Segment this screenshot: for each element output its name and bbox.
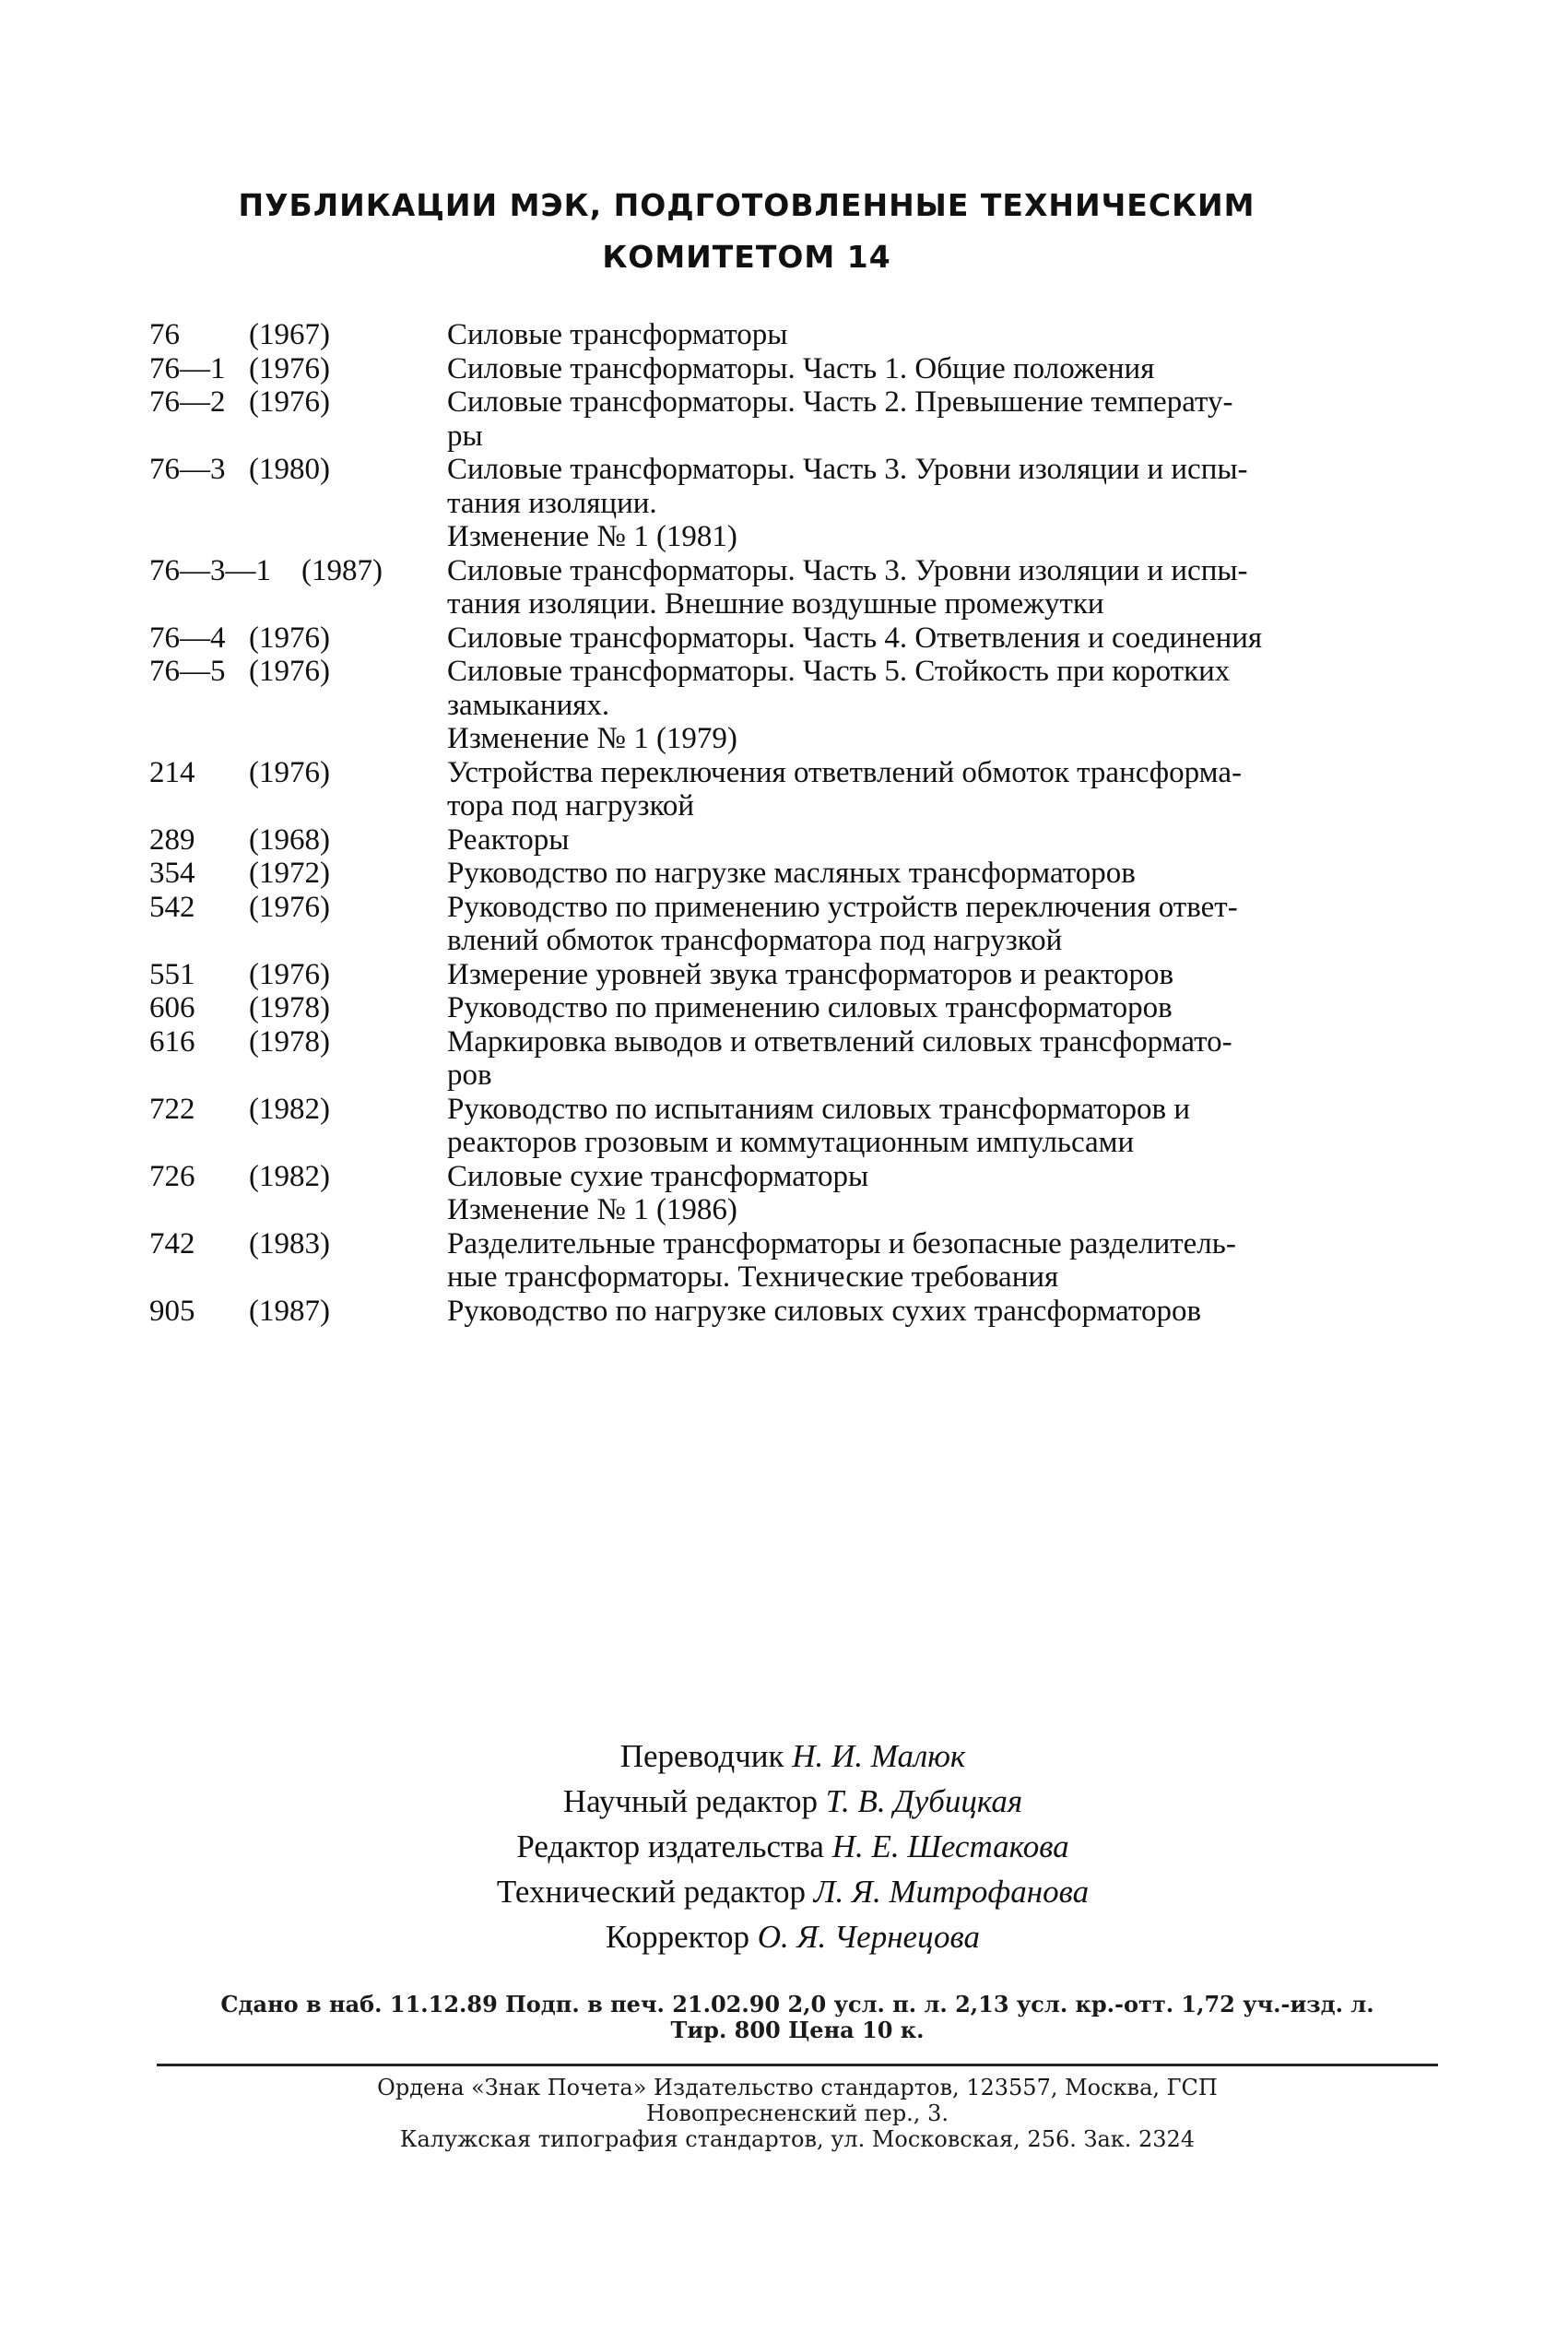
credit-name: О. Я. Чернецова <box>757 1919 980 1955</box>
publication-amendment: Изменение № 1 (1979) <box>447 722 737 755</box>
publication-year: (1976) <box>249 351 330 385</box>
credit-line <box>350 1779 1235 1824</box>
publication-row <box>149 1093 1440 1160</box>
publication-title-line: замыканиях. <box>447 688 610 722</box>
publication-title <box>447 857 1437 891</box>
credit-line <box>350 1914 1235 1959</box>
printer-line-3: Калужская типография стандартов, ул. Московская, 256. Зак. 2324 <box>399 2126 1196 2152</box>
credit-line <box>350 1733 1235 1779</box>
publication-year: (1987) <box>249 1294 330 1328</box>
publication-title <box>447 621 1437 656</box>
publication-year: (1967) <box>249 318 330 351</box>
publication-number: 616 <box>149 1024 195 1059</box>
publication-row <box>149 453 1440 554</box>
publication-title <box>447 891 1437 958</box>
publication-year: (1972) <box>249 857 330 890</box>
publication-number: 726 <box>149 1159 195 1193</box>
publication-row <box>149 958 1440 992</box>
publication-number: 722 <box>149 1092 195 1126</box>
publication-row <box>149 385 1440 453</box>
publication-row <box>149 1227 1440 1295</box>
publication-title-line: ров <box>447 1059 492 1092</box>
publication-title-line: Маркировка выводов и ответвлений силовых трансформато- <box>447 1024 1232 1059</box>
publication-title <box>447 385 1437 453</box>
publication-title-line: Устройства переключения ответвлений обмоток трансформа- <box>447 755 1242 789</box>
publication-number: 76—3—1 <box>149 553 271 587</box>
publication-row <box>149 991 1440 1025</box>
credit-name: Н. Е. Шестакова <box>831 1828 1069 1864</box>
publication-title <box>447 554 1437 621</box>
publication-title <box>447 1025 1437 1093</box>
publication-row <box>149 1025 1440 1093</box>
publication-year: (1976) <box>249 655 330 688</box>
publication-year: (1976) <box>249 385 330 419</box>
publication-number: 551 <box>149 957 195 991</box>
publication-number: 905 <box>149 1294 195 1328</box>
imprint-line-2: Тир. 800 Цена 10 к. <box>670 2017 925 2043</box>
publication-title-line: Измерение уровней звука трансформаторов и реакторов <box>447 957 1174 991</box>
publication-title-line: Руководство по испытаниям силовых трансформаторов и <box>447 1092 1191 1126</box>
publication-title-line: Силовые трансформаторы. Часть 5. Стойкость при коротких <box>447 655 1231 688</box>
publication-year: (1982) <box>249 1159 330 1193</box>
publication-title-line: Руководство по нагрузке масляных трансформаторов <box>447 857 1136 890</box>
publication-number: 606 <box>149 991 195 1024</box>
publication-title-line: Силовые трансформаторы. Часть 2. Превышение температу- <box>447 385 1233 419</box>
publication-title-line: тания изоляции. Внешние воздушные промежутки <box>447 587 1104 621</box>
publication-title-line: реакторов грозовым и коммутационным импульсами <box>447 1126 1135 1159</box>
title-line-2: КОМИТЕТОМ 14 <box>602 239 891 275</box>
publication-row <box>149 318 1440 352</box>
publication-row <box>149 857 1440 891</box>
credit-line <box>350 1824 1235 1869</box>
publication-amendment: Изменение № 1 (1986) <box>447 1193 737 1226</box>
publication-number: 76—5 <box>149 655 226 688</box>
publication-title-line: тора под нагрузкой <box>447 789 695 822</box>
publication-number: 76—1 <box>149 351 226 385</box>
publication-title <box>447 756 1437 823</box>
imprint-line-1: Сдано в наб. 11.12.89 Подп. в печ. 21.02.90 2,0 усл. п. л. 2,13 усл. кр.-отт. 1,72 уч.-изд. л. <box>220 1991 1374 2017</box>
publication-year: (1968) <box>249 822 330 857</box>
title-line-1: ПУБЛИКАЦИИ МЭК, ПОДГОТОВЛЕННЫЕ ТЕХНИЧЕСКИМ <box>238 187 1256 223</box>
publication-title <box>447 453 1437 554</box>
publication-year: (1976) <box>249 755 330 789</box>
credit-line <box>350 1869 1235 1914</box>
publication-title-line: Силовые трансформаторы. Часть 3. Уровни изоляции и испы- <box>447 453 1248 486</box>
publication-title-line: влений обмоток трансформатора под нагрузкой <box>447 924 1063 957</box>
credit-name: Н. И. Малюк <box>792 1738 966 1774</box>
publication-title <box>447 1160 1437 1227</box>
credit-role: Научный редактор <box>562 1783 819 1819</box>
printer-line-2: Новопресненский пер., 3. <box>646 2100 949 2126</box>
publication-number: 742 <box>149 1226 195 1260</box>
publication-row <box>149 891 1440 958</box>
publication-title <box>447 655 1437 756</box>
publication-row <box>149 1160 1440 1227</box>
publication-year: (1980) <box>249 453 330 486</box>
credit-role: Переводчик <box>619 1738 784 1774</box>
publication-row <box>149 554 1440 621</box>
publication-year: (1976) <box>249 957 330 991</box>
imprint-block <box>157 1992 1438 2043</box>
publication-year: (1976) <box>249 621 330 655</box>
publication-row <box>149 352 1440 386</box>
publication-number: 289 <box>149 822 195 857</box>
publication-title <box>447 958 1437 992</box>
publication-title <box>447 991 1437 1025</box>
publication-row <box>149 621 1440 656</box>
publication-year: (1983) <box>249 1226 330 1260</box>
credits-block <box>350 1733 1235 1959</box>
publication-title-line: Силовые трансформаторы. Часть 3. Уровни изоляции и испы- <box>447 553 1248 587</box>
publication-row <box>149 1295 1440 1329</box>
publication-title <box>447 352 1437 386</box>
credit-name: Т. В. Дубицкая <box>825 1783 1023 1819</box>
publication-row <box>149 756 1440 823</box>
publication-number: 542 <box>149 890 195 924</box>
publication-year: (1978) <box>249 1024 330 1059</box>
publication-number: 76—3 <box>149 453 226 486</box>
publication-title-line: ные трансформаторы. Технические требования <box>447 1260 1059 1294</box>
printer-block <box>157 2075 1438 2152</box>
printer-line-1: Ордена «Знак Почета» Издательство стандартов, 123557, Москва, ГСП <box>377 2075 1218 2100</box>
publication-year: (1982) <box>249 1092 330 1126</box>
publication-title <box>447 1227 1437 1295</box>
publication-number: 354 <box>149 857 195 890</box>
publication-title <box>447 823 1437 858</box>
publication-title <box>447 1295 1437 1329</box>
publication-title-line: Силовые трансформаторы. Часть 4. Ответвления и соединения <box>447 621 1263 655</box>
publication-title-line: Руководство по применению устройств переключения ответ- <box>447 890 1238 924</box>
publication-title-line: Силовые трансформаторы <box>447 318 788 351</box>
publication-title-line: Реакторы <box>447 822 570 857</box>
credit-role: Корректор <box>606 1919 750 1955</box>
credit-role: Технический редактор <box>496 1874 807 1910</box>
publication-title-line: Силовые сухие трансформаторы <box>447 1159 869 1193</box>
publication-title-line: Руководство по нагрузке силовых сухих трансформаторов <box>447 1294 1202 1328</box>
publication-title-line: Разделительные трансформаторы и безопасные разделитель- <box>447 1226 1236 1260</box>
publications-list <box>149 318 1440 1328</box>
publication-number: 76—2 <box>149 385 226 419</box>
divider-rule <box>157 2064 1438 2066</box>
publication-title-line: ры <box>447 419 483 453</box>
publication-number: 76—4 <box>149 621 226 655</box>
publication-year: (1978) <box>249 991 330 1024</box>
publication-title-line: Силовые трансформаторы. Часть 1. Общие положения <box>447 351 1155 385</box>
publication-row <box>149 655 1440 756</box>
publication-number: 214 <box>149 755 195 789</box>
publication-number: 76 <box>149 318 180 351</box>
publication-year: (1976) <box>249 890 330 924</box>
publication-year: (1987) <box>301 553 383 587</box>
publication-title <box>447 318 1437 352</box>
publication-amendment: Изменение № 1 (1981) <box>447 520 737 553</box>
publication-title-line: тания изоляции. <box>447 486 657 520</box>
publication-title-line: Руководство по применению силовых трансформаторов <box>447 991 1173 1024</box>
publication-title <box>447 1093 1437 1160</box>
page-title <box>230 180 1263 283</box>
credit-role: Редактор издательства <box>516 1828 824 1864</box>
publication-row <box>149 823 1440 858</box>
credit-name: Л. Я. Митрофанова <box>813 1874 1090 1910</box>
